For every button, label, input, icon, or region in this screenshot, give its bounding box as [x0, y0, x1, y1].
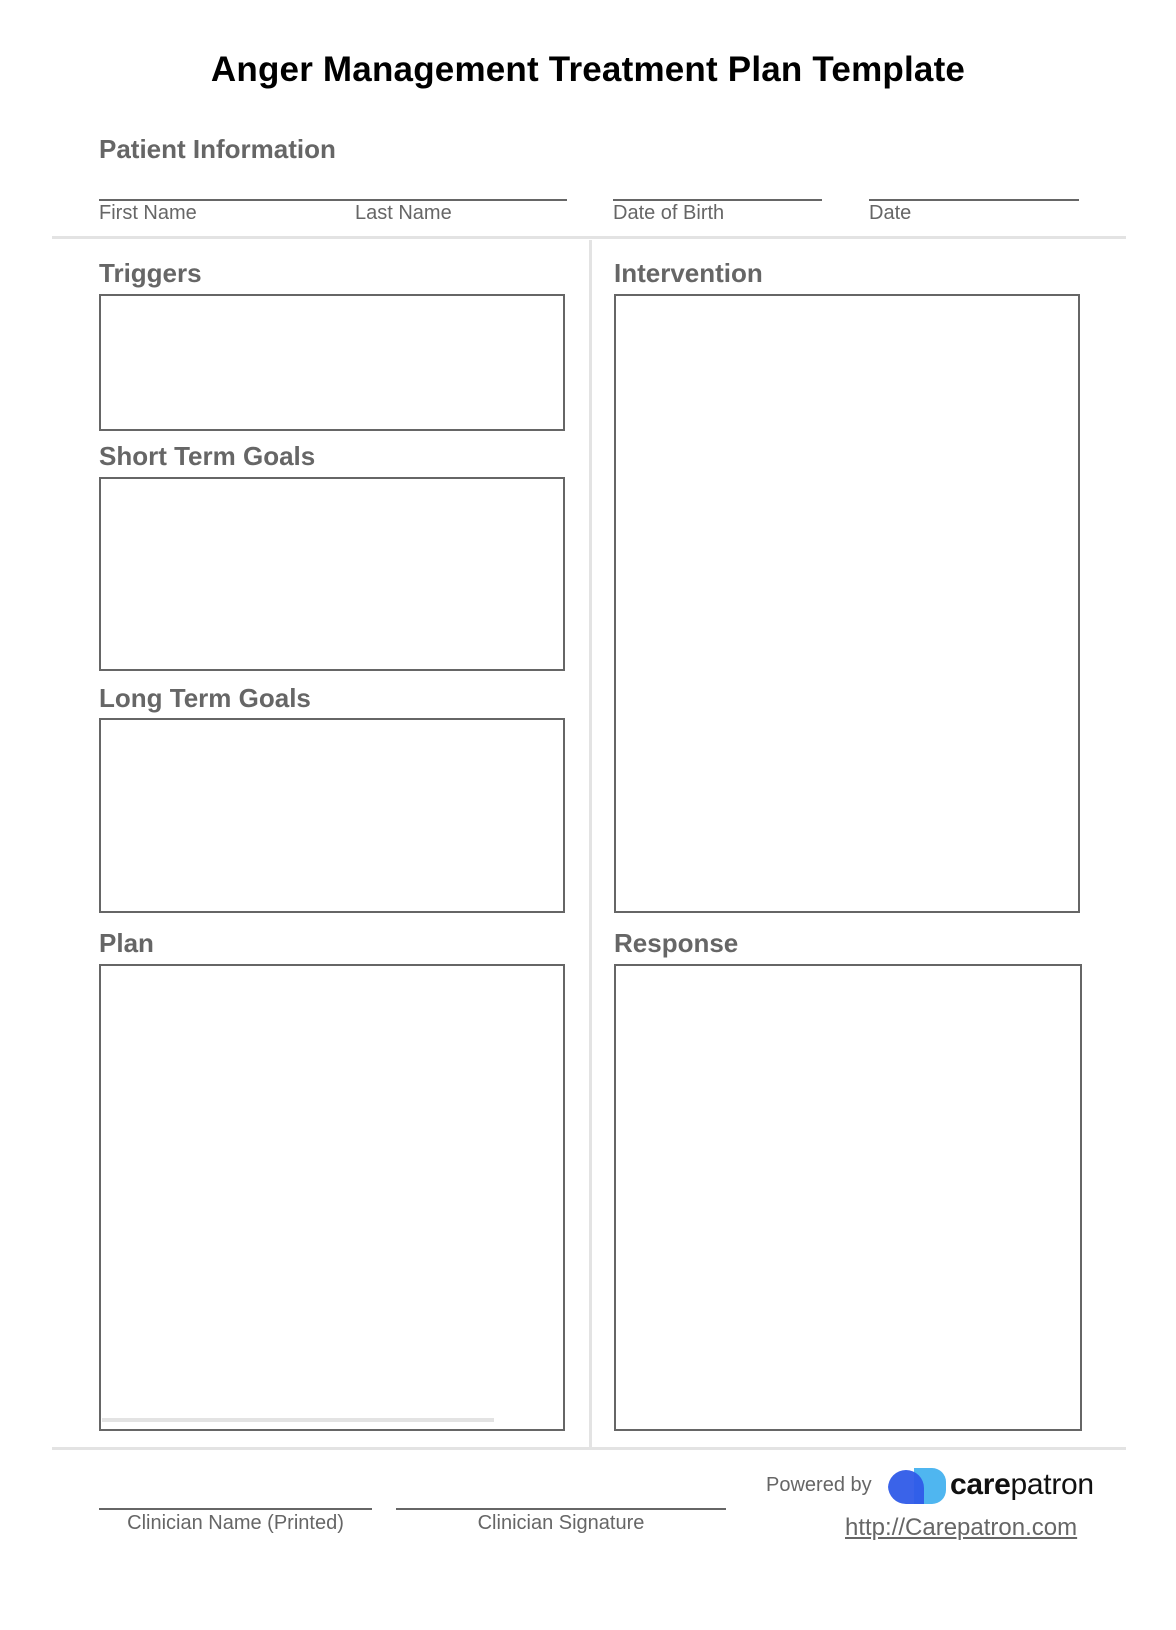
header-divider: [52, 236, 1126, 239]
first-name-label: First Name: [99, 202, 197, 224]
date-field-line[interactable]: [869, 199, 1079, 201]
short-term-goals-heading: Short Term Goals: [99, 441, 316, 471]
response-box[interactable]: [614, 964, 1082, 1431]
brand-bold-text: care: [950, 1468, 1011, 1501]
short-term-goals-box[interactable]: [99, 477, 565, 671]
long-term-goals-box[interactable]: [99, 718, 565, 913]
intervention-box[interactable]: [614, 294, 1080, 913]
brand-regular-text: patron: [1010, 1468, 1094, 1501]
patient-information-heading: Patient Information: [99, 134, 336, 164]
carepatron-logo-icon: [888, 1466, 946, 1506]
plan-box[interactable]: [99, 964, 565, 1431]
carepatron-wordmark: [950, 1468, 1094, 1502]
name-field-line[interactable]: [99, 199, 567, 201]
long-term-goals-heading: Long Term Goals: [99, 683, 311, 713]
last-name-label: Last Name: [355, 202, 452, 224]
clinician-signature-label: Clinician Signature: [477, 1512, 645, 1534]
plan-box-scrollbar[interactable]: [102, 1418, 494, 1422]
footer-divider: [52, 1447, 1126, 1450]
powered-by-label: Powered by: [766, 1474, 872, 1496]
triggers-heading: Triggers: [99, 258, 202, 288]
column-divider: [589, 240, 592, 1449]
clinician-name-label: Clinician Name (Printed): [127, 1512, 344, 1534]
triggers-box[interactable]: [99, 294, 565, 431]
response-heading: Response: [614, 928, 739, 958]
carepatron-url-link[interactable]: http://Carepatron.com: [845, 1514, 1078, 1541]
date-label: Date: [869, 202, 912, 224]
page-title: Anger Management Treatment Plan Template: [210, 50, 966, 89]
date-of-birth-label: Date of Birth: [613, 202, 725, 224]
clinician-name-line[interactable]: [99, 1508, 372, 1510]
date-of-birth-field-line[interactable]: [613, 199, 822, 201]
clinician-signature-line[interactable]: [396, 1508, 726, 1510]
intervention-heading: Intervention: [614, 258, 763, 288]
plan-heading: Plan: [99, 928, 154, 958]
